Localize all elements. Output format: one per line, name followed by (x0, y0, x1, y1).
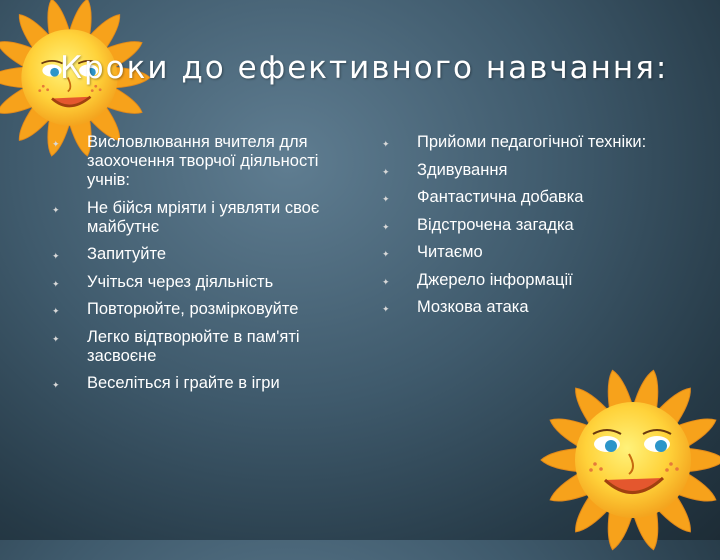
list-item (52, 245, 362, 264)
bullet-icon: ✦ (52, 380, 60, 390)
slide-title: Кроки до ефективного навчання: (60, 50, 669, 86)
list-item-text: Джерело інформації (417, 270, 573, 289)
list-item-text: Прийоми педагогічної техніки: (417, 133, 647, 151)
list-item-text: Легко відтворюйте в пам'яті засвоєне (87, 327, 309, 365)
list-item (52, 300, 362, 319)
list-item (52, 273, 362, 292)
list-item (382, 298, 662, 317)
bullet-icon: ✦ (52, 306, 60, 316)
list-item (382, 188, 662, 207)
bullet-icon: ✦ (52, 251, 60, 261)
list-item (382, 161, 662, 180)
list-item-text: Веселіться і грайте в ігри (87, 374, 280, 392)
list-item (52, 133, 362, 190)
list-item (382, 243, 662, 262)
list-item-text: Повторюйте, розмірковуйте (87, 300, 299, 318)
list-item-text: Запитуйте (87, 245, 167, 263)
list-item (52, 374, 362, 393)
bullet-icon: ✦ (382, 166, 390, 177)
left-bullet-list (52, 133, 362, 402)
bullet-icon: ✦ (382, 249, 390, 259)
bullet-icon: ✦ (382, 221, 390, 232)
list-item-text: Відстрочена загадка (417, 215, 574, 234)
bullet-icon: ✦ (382, 304, 390, 314)
bullet-icon: ✦ (52, 204, 60, 215)
bullet-icon: ✦ (382, 139, 390, 149)
list-item-text: Читаємо (417, 243, 483, 261)
list-item (382, 133, 662, 152)
list-item (52, 199, 362, 237)
list-item-text: Мозкова атака (417, 298, 529, 316)
bullet-icon: ✦ (52, 333, 60, 344)
sun-illustration-bottom (533, 360, 720, 560)
list-item (382, 216, 662, 235)
bullet-icon: ✦ (382, 194, 390, 204)
right-bullet-list (382, 133, 662, 326)
list-item-text: Не бійся мріяти і уявляти своє майбутнє (87, 198, 320, 236)
list-item-text: Висловлювання вчителя для заохочення творчої діяльності учнів: (87, 133, 319, 189)
bullet-icon: ✦ (382, 276, 390, 287)
list-item (382, 271, 662, 290)
bullet-icon: ✦ (52, 139, 60, 149)
list-item-text: Здивування (417, 160, 508, 179)
list-item-text: Фантастична добавка (417, 188, 584, 206)
list-item (52, 328, 362, 366)
bullet-icon: ✦ (52, 278, 60, 289)
list-item-text: Учіться через діяльність (87, 272, 274, 291)
